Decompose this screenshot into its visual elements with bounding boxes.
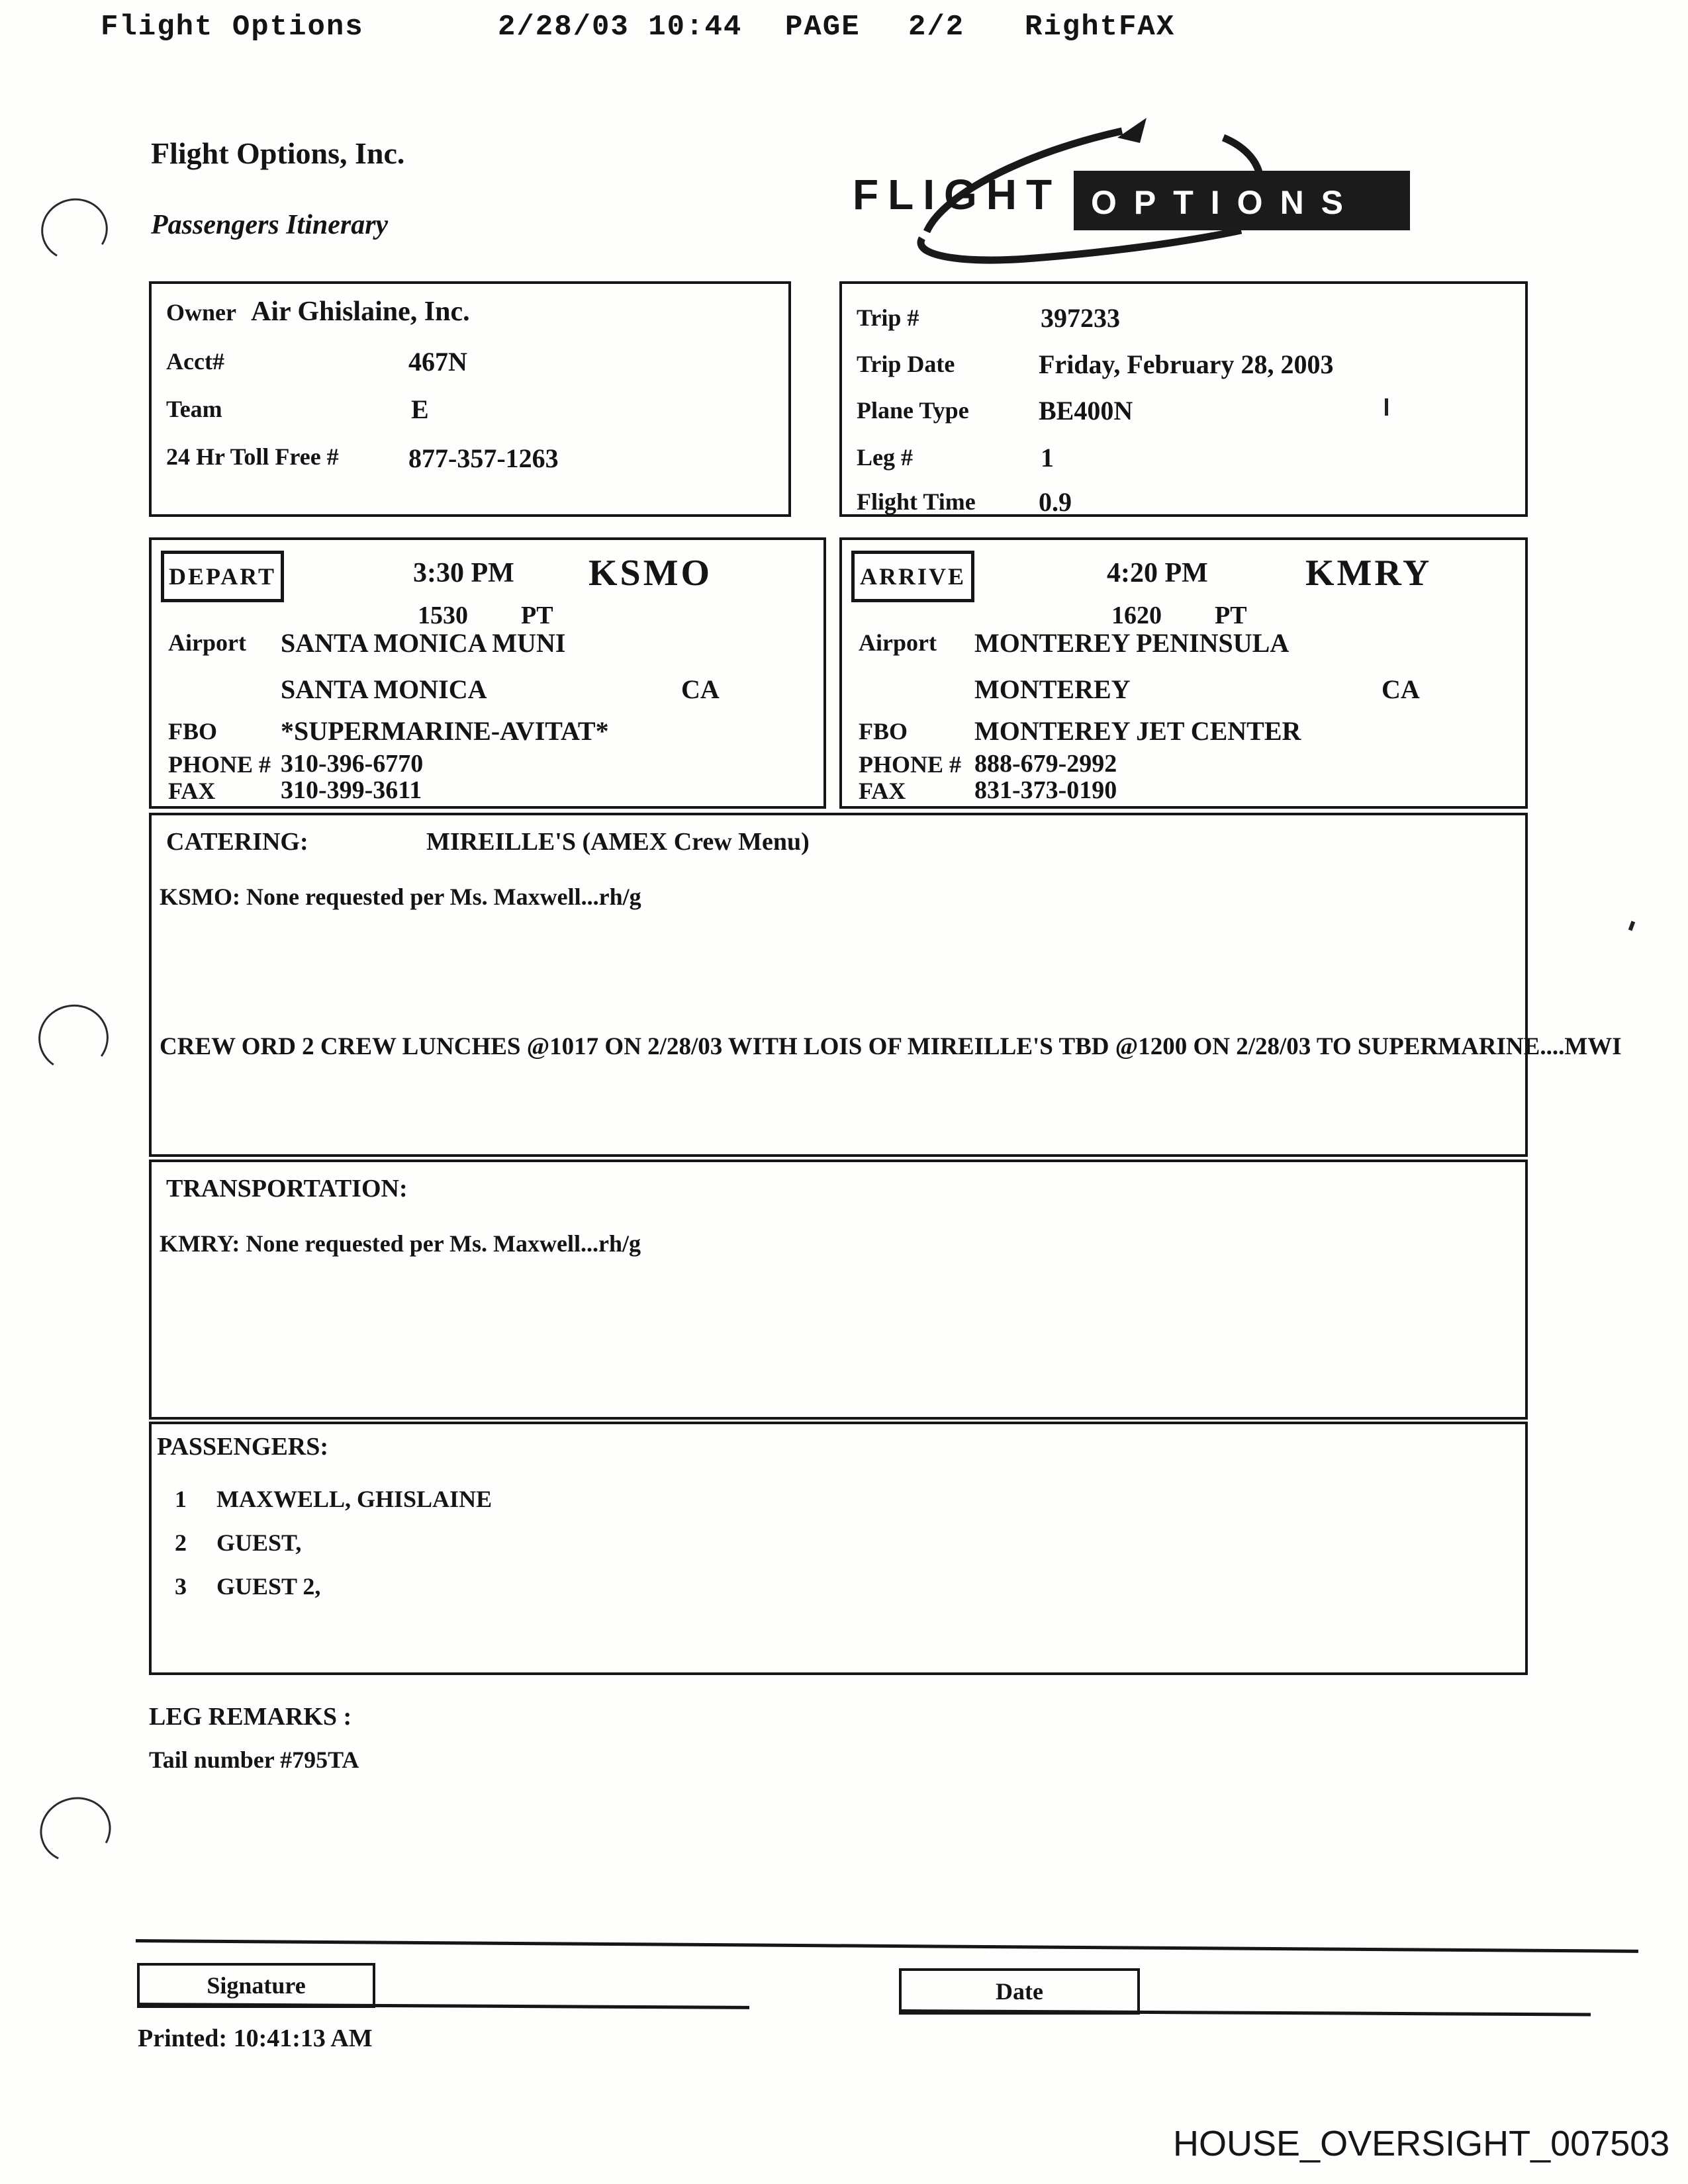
- arrive-fax: 831-373-0190: [974, 776, 1117, 804]
- owner-label: Owner: [166, 299, 236, 326]
- fax-header-sender: Flight Options: [101, 11, 364, 44]
- transportation-line1: KMRY: None requested per Ms. Maxwell...rh/g: [160, 1230, 641, 1257]
- depart-airport-label: Airport: [168, 629, 246, 656]
- depart-phone-label: PHONE #: [168, 751, 271, 778]
- punch-hole-top: [34, 191, 115, 268]
- team-label: Team: [166, 396, 222, 422]
- passenger-row-num: 3: [175, 1573, 187, 1600]
- depart-state: CA: [681, 674, 720, 704]
- depart-tag: DEPART: [161, 551, 284, 602]
- arrive-fbo: MONTEREY JET CENTER: [974, 716, 1301, 746]
- passenger-row-name: GUEST,: [216, 1529, 302, 1556]
- printed-timestamp: Printed: 10:41:13 AM: [138, 2025, 373, 2052]
- leg-num-value: 1: [1041, 443, 1054, 473]
- fax-header-system: RightFAX: [1025, 11, 1176, 44]
- arrive-airport-line1: MONTEREY PENINSULA: [974, 628, 1289, 658]
- depart-fax-label: FAX: [168, 778, 216, 804]
- passengers-box: [149, 1422, 1528, 1675]
- depart-box: [149, 537, 826, 809]
- document-id: HOUSE_OVERSIGHT_007503: [1173, 2124, 1670, 2163]
- flight-options-logo: [827, 111, 1423, 267]
- arrive-tag: ARRIVE: [851, 551, 974, 602]
- arrive-box: [839, 537, 1528, 809]
- date-label: Date: [996, 1978, 1043, 2005]
- trip-date-label: Trip Date: [857, 351, 955, 377]
- fax-header-datetime: 2/28/03 10:44: [498, 11, 743, 44]
- depart-airport-line1: SANTA MONICA MUNI: [281, 628, 566, 658]
- arrive-phone-label: PHONE #: [859, 751, 962, 778]
- catering-line2: CREW ORD 2 CREW LUNCHES @1017 ON 2/28/03 WITH LOIS OF MIREILLE'S TBD @1200 ON 2/28/03 TO SUPERMARINE....MWI: [160, 1033, 1622, 1060]
- arrive-airport-line2: MONTEREY: [974, 674, 1131, 704]
- passenger-row-name: GUEST 2,: [216, 1573, 321, 1600]
- date-box: [899, 1968, 1140, 2015]
- signature-label: Signature: [207, 1972, 306, 1999]
- arrive-time: 4:20 PM: [1107, 558, 1208, 588]
- doc-title: Passengers Itinerary: [151, 210, 389, 240]
- owner-value: Air Ghislaine, Inc.: [251, 296, 470, 327]
- team-value: E: [411, 394, 429, 424]
- logo-flight-text: FLIGHT: [853, 171, 1062, 218]
- flight-time-label: Flight Time: [857, 488, 976, 515]
- leg-num-label: Leg #: [857, 444, 913, 471]
- trip-date-value: Friday, February 28, 2003: [1039, 349, 1334, 379]
- catering-vendor: MIREILLE'S (AMEX Crew Menu): [426, 828, 810, 856]
- passenger-row-num: 1: [175, 1486, 187, 1512]
- trip-num-value: 397233: [1041, 303, 1120, 333]
- depart-tz: PT: [521, 602, 553, 629]
- trip-num-label: Trip #: [857, 304, 919, 331]
- catering-label: CATERING:: [166, 828, 308, 856]
- trip-box: [839, 281, 1528, 517]
- acct-value: 467N: [408, 347, 467, 377]
- logo-options-text: OPTIONS: [1091, 184, 1361, 221]
- leg-remarks-value: Tail number #795TA: [149, 1747, 359, 1773]
- scan-artifact: [1628, 921, 1635, 931]
- tollfree-label: 24 Hr Toll Free #: [166, 443, 339, 470]
- tollfree-value: 877-357-1263: [408, 443, 559, 473]
- depart-airport-code: KSMO: [588, 553, 713, 594]
- arrive-state: CA: [1382, 674, 1420, 704]
- passengers-label: PASSENGERS:: [157, 1433, 329, 1461]
- punch-hole-middle: [33, 999, 114, 1077]
- arrive-fbo-label: FBO: [859, 718, 908, 745]
- signature-box: [137, 1963, 375, 2008]
- acct-label: Acct#: [166, 348, 224, 375]
- depart-time: 3:30 PM: [413, 558, 514, 588]
- arrive-airport-label: Airport: [859, 629, 937, 656]
- scan-artifact: [1385, 398, 1388, 416]
- arrive-phone: 888-679-2992: [974, 750, 1117, 778]
- transportation-box: [149, 1160, 1528, 1420]
- arrive-fax-label: FAX: [859, 778, 906, 804]
- catering-box: [149, 813, 1622, 1157]
- fax-header-page-label: PAGE: [785, 11, 861, 44]
- arrive-airport-code: KMRY: [1305, 553, 1432, 594]
- plane-type-label: Plane Type: [857, 397, 969, 424]
- leg-remarks-label: LEG REMARKS :: [149, 1703, 352, 1731]
- depart-fbo-label: FBO: [168, 718, 218, 745]
- fax-header-page-num: 2/2: [908, 11, 965, 44]
- arrive-time24: 1620: [1111, 602, 1162, 629]
- depart-fbo: *SUPERMARINE-AVITAT*: [281, 716, 609, 746]
- punch-hole-bottom: [32, 1788, 120, 1872]
- footer-divider-line: [136, 1939, 1638, 1953]
- depart-phone: 310-396-6770: [281, 750, 424, 778]
- depart-time24: 1530: [418, 602, 468, 629]
- plane-type-value: BE400N: [1039, 396, 1133, 426]
- transportation-label: TRANSPORTATION:: [166, 1175, 408, 1203]
- depart-fax: 310-399-3611: [281, 776, 422, 804]
- passenger-row-name: MAXWELL, GHISLAINE: [216, 1486, 492, 1512]
- signature-line: [137, 2003, 749, 2009]
- flight-time-value: 0.9: [1039, 487, 1072, 517]
- company-name: Flight Options, Inc.: [151, 136, 405, 170]
- depart-airport-line2: SANTA MONICA: [281, 674, 487, 704]
- date-line: [899, 2009, 1591, 2016]
- owner-box: [149, 281, 791, 517]
- catering-line1: KSMO: None requested per Ms. Maxwell...rh/g: [160, 884, 641, 910]
- arrive-tz: PT: [1215, 602, 1247, 629]
- passenger-row-num: 2: [175, 1529, 187, 1556]
